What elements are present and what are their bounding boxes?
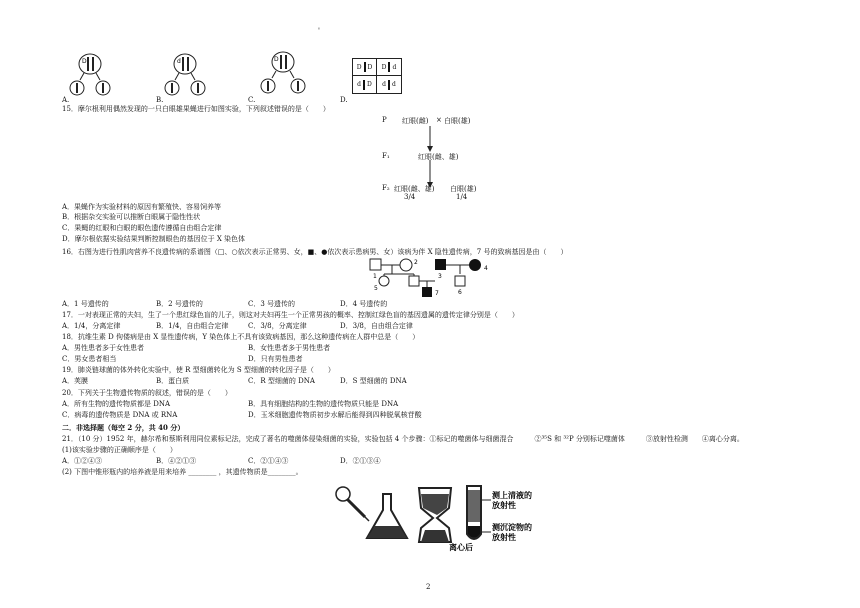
pedigree-label-1: 1 [373, 273, 377, 280]
q21-option-b[interactable]: B．④②①③ [156, 457, 197, 465]
pedigree-label-7: 7 [435, 290, 439, 297]
q14-option-a[interactable]: A. [62, 96, 70, 104]
q18-option-c[interactable]: C．男女患者相当 [62, 355, 117, 363]
q15-option-b[interactable]: B．根据杂交实验可以推断白眼属于隐性性状 [62, 213, 201, 221]
f2-label: F₂ [382, 184, 390, 192]
q18-option-d[interactable]: D．只有男性患者 [248, 355, 303, 363]
q14-diagram-a [70, 54, 110, 95]
pedigree-label-2: 2 [414, 259, 418, 266]
label-sediment-1: 测沉淀物的 [492, 523, 532, 532]
svg-text:D: D [82, 58, 87, 65]
q20-option-b[interactable]: B．具有细胞结构的生物的遗传物质只能是 DNA [248, 400, 399, 408]
page-number: 2 [426, 583, 431, 591]
pedigree-label-6: 6 [458, 289, 462, 296]
section-2-heading: 二．非选择题（每空 2 分，共 40 分） [62, 423, 185, 432]
p-male: 白眼(雄) [444, 117, 471, 125]
q21-experiment-figure [325, 482, 550, 552]
f1-text: 红眼(雌、雄) [418, 153, 459, 161]
f2-red: 红眼(雌、雄) [394, 185, 435, 193]
q16-stem: 16．右图为进行性肌肉营养不良遗传病的系谱图（□、○依次表示正常男、女，■、●依次表示患病男、女）该病为伴 X 隐性遗传病，7 号的致病基因是由（ ） [62, 248, 568, 256]
p-female: 红眼(雌) [402, 117, 429, 125]
pedigree-2 [400, 259, 412, 271]
stray-mark: ' [318, 27, 320, 35]
q21-stem: 21．（10 分）1952 年，赫尔希和蔡斯利用同位素标记法，完成了著名的噬菌体侵染细菌的实验，实验包括 4 个步骤：①标记的噬菌体与细菌混合 ②³⁵S 和 ³²P 分别标记噬菌体 ③放射性检测 ④离心分离。 [62, 435, 744, 443]
label-sediment-2: 放射性 [492, 533, 516, 542]
q19-option-a[interactable]: A．荚膜 [62, 377, 89, 385]
q16-option-d[interactable]: D．4 号遗传的 [340, 300, 388, 308]
q21-sub1: (1)该实验步骤的正确顺序是（ ） [62, 446, 177, 454]
cross-sign: × [436, 116, 442, 124]
q15-option-d[interactable]: D．摩尔根依据实验结果判断控制眼色的基因位于 X 染色体 [62, 235, 246, 243]
q20-stem: 20．下列关于生物遗传物质的叙述，错误的是（ ） [62, 389, 232, 397]
q17-stem: 17．一对表现正常的夫妇，生了一个患红绿色盲的儿子，则这对夫妇再生一个正常男孩的概率、控制红绿色盲的基因遗属的遗传定律分别是（ ） [62, 311, 519, 319]
q14-option-b[interactable]: B. [156, 96, 164, 104]
phage-dropper-icon [336, 487, 369, 521]
q21-option-c[interactable]: C．②①④③ [248, 457, 289, 465]
q14-option-d[interactable]: D. [340, 96, 348, 104]
beaker-icon [419, 488, 451, 542]
q18-option-b[interactable]: B．女性患者多于男性患者 [248, 344, 331, 352]
q15-option-c[interactable]: C．果蝇的红眼和白眼的眼色遗传遵循自由组合定律 [62, 224, 222, 232]
pedigree-4 [469, 259, 481, 271]
svg-text:D: D [274, 56, 279, 63]
q14-diagram-d: D D D d d D d d [352, 58, 402, 94]
q14-diagram-b [165, 54, 205, 95]
svg-text:d: d [177, 58, 181, 65]
flask-icon [367, 494, 407, 538]
q16-option-b[interactable]: B．2 号遗传的 [156, 300, 203, 308]
q14-option-c[interactable]: C. [248, 96, 256, 104]
ratio-white: 1/4 [456, 193, 468, 201]
q14-diagram-c [261, 52, 305, 93]
q20-option-d[interactable]: D．玉米细胞遗传物质初步水解后能得到四种脱氧核苷酸 [248, 411, 422, 419]
q19-option-c[interactable]: C．R 型细菌的 DNA [248, 377, 315, 385]
ratio-red: 3/4 [404, 193, 416, 201]
q16-pedigree [362, 256, 502, 302]
q16-option-a[interactable]: A．1 号遗传的 [62, 300, 109, 308]
q19-option-d[interactable]: D．S 型细菌的 DNA [340, 377, 407, 385]
q18-option-a[interactable]: A．男性患者多于女性患者 [62, 344, 145, 352]
q18-stem: 18．抗维生素 D 佝偻病是由 X 显性遗传病，Y 染色体上不具有该致病基因，那么这种遗传病在人群中总是（ ） [62, 333, 420, 341]
label-supernatant-1: 测上清液的 [492, 491, 532, 500]
pedigree-label-4: 4 [484, 265, 488, 272]
q19-option-b[interactable]: B．蛋白质 [156, 377, 190, 385]
q21-option-d[interactable]: D．②①③④ [340, 457, 381, 465]
label-after-centrifuge: 离心后 [449, 543, 473, 552]
q17-option-b[interactable]: B．1/4，自由组合定律 [156, 322, 229, 330]
q20-option-c[interactable]: C．病毒的遗传物质是 DNA 或 RNA [62, 411, 178, 419]
f1-label: F₁ [382, 152, 390, 160]
label-supernatant-2: 放射性 [492, 501, 516, 510]
pedigree-3 [435, 259, 446, 270]
q14-cell-diagrams [60, 48, 360, 108]
q15-cross-diagram [380, 114, 490, 206]
q15-option-a[interactable]: A．果蝇作为实验材料的原因有繁殖快、容易饲养等 [62, 203, 222, 211]
q21-sub2: (2) 下图中锥形瓶内的培养液是用来培养 ________ ，其遗传物质是________。 [62, 468, 303, 476]
pedigree-label-5: 5 [374, 285, 378, 292]
q20-option-a[interactable]: A．所有生物的遗传物质都是 DNA [62, 400, 171, 408]
q17-option-c[interactable]: C．3/8，分离定律 [248, 322, 307, 330]
f2-white: 白眼(雄) [450, 185, 477, 193]
pedigree-6 [455, 276, 465, 286]
q19-stem: 19．肺炎链球菌的体外转化实验中，使 R 型细菌转化为 S 型细菌的转化因子是（ ） [62, 366, 335, 374]
q15-stem: 15．摩尔根利用偶然发现的一只白眼雄果蝇进行如图实验，下列叙述错误的是（ ） [62, 105, 330, 113]
q21-option-a[interactable]: A．①②④③ [62, 457, 103, 465]
centrifuge-tube-icon [467, 486, 481, 539]
q17-option-d[interactable]: D．3/8，自由组合定律 [340, 322, 413, 330]
p-label: P [382, 116, 387, 124]
pedigree-label-3: 3 [438, 273, 442, 280]
q16-option-c[interactable]: C．3 号遗传的 [248, 300, 296, 308]
pedigree-7 [422, 287, 432, 297]
pedigree-1 [370, 259, 381, 270]
q17-option-a[interactable]: A．1/4，分离定律 [62, 322, 121, 330]
pedigree-5 [379, 276, 389, 286]
